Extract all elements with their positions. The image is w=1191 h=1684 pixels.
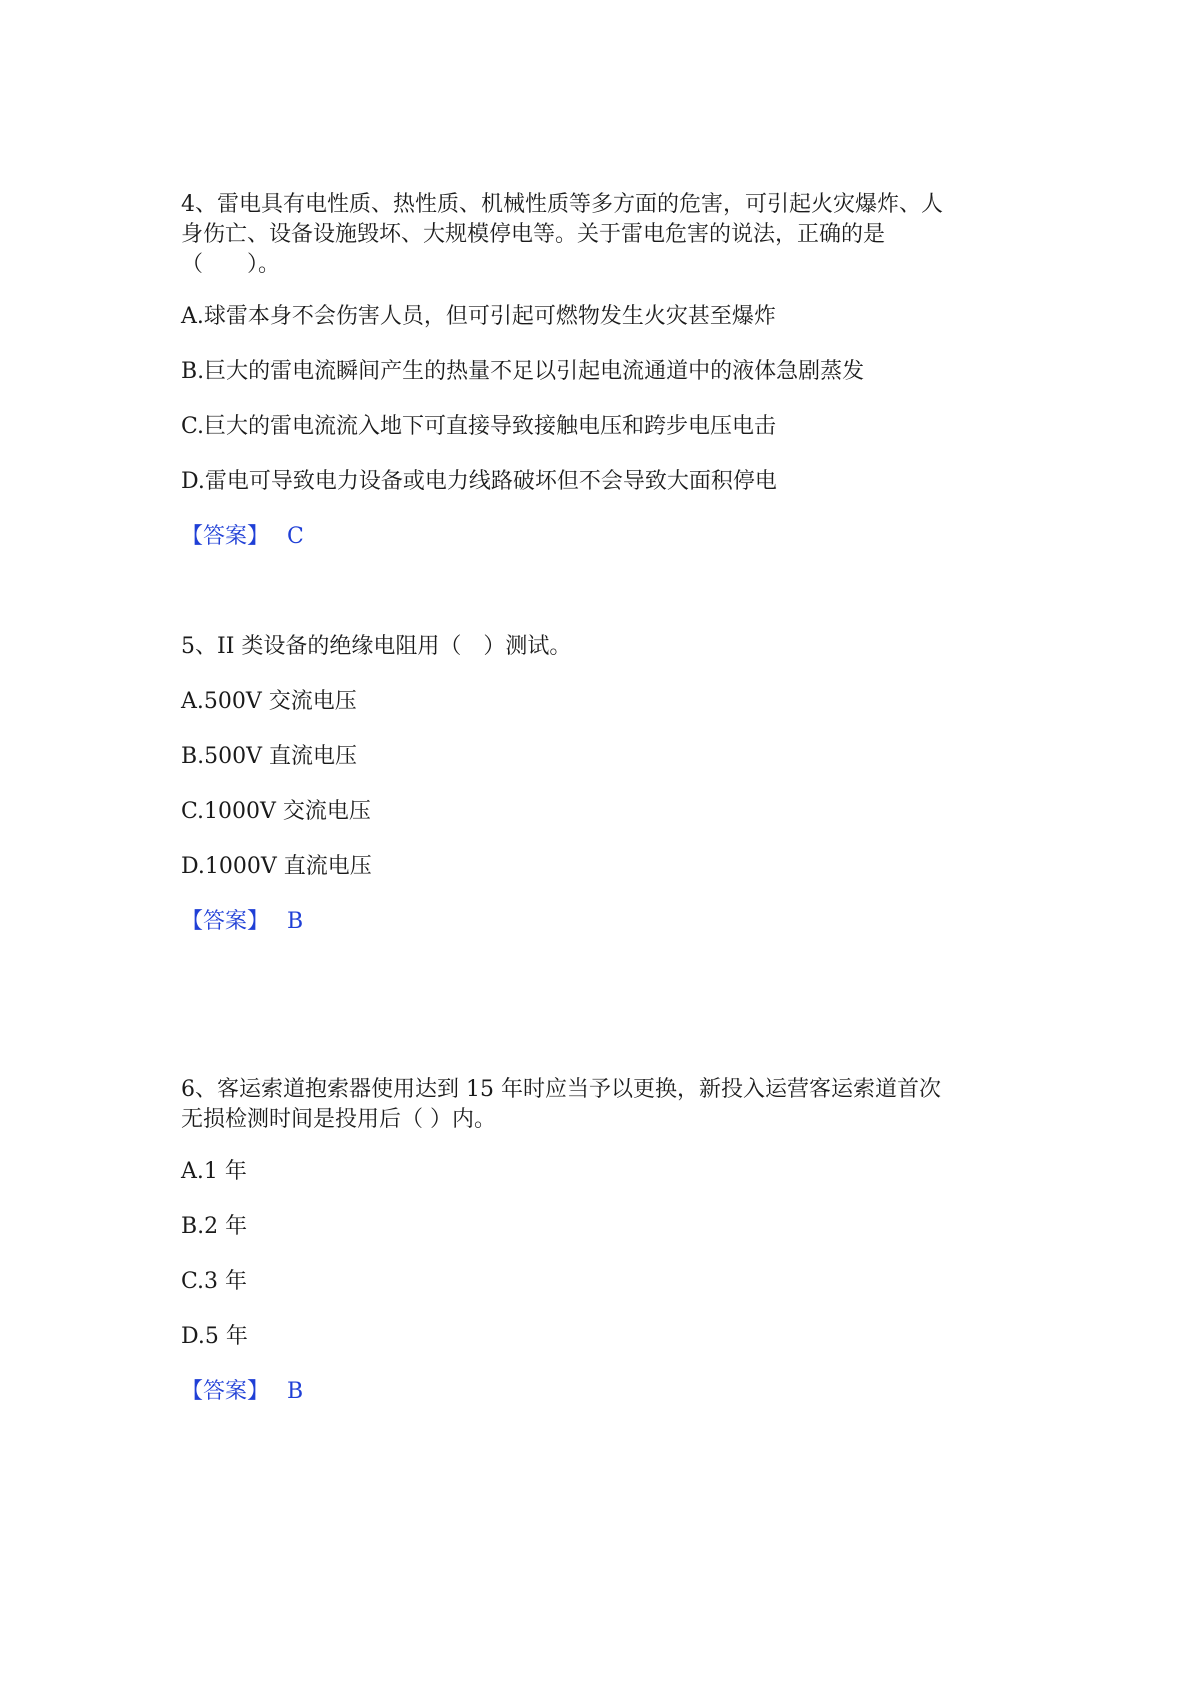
answer-label: 【答案】 [181, 1379, 270, 1404]
answer-value: C [287, 524, 304, 549]
question-5-option-c: C.1000V 交流电压 [181, 799, 371, 824]
question-4-option-a: A.球雷本身不会伤害人员，但可引起可燃物发生火灾甚至爆炸 [181, 304, 776, 329]
question-6-stem-line-1: 6、客运索道抱索器使用达到 15 年时应当予以更换，新投入运营客运索道首次 [181, 1077, 941, 1102]
answer-value: B [287, 909, 304, 934]
question-4-option-b: B.巨大的雷电流瞬间产生的热量不足以引起电流通道中的液体急剧蒸发 [181, 359, 865, 384]
question-6 [181, 1075, 1021, 1404]
question-5-answer [181, 907, 303, 937]
question-6-stem-line-2: 无损检测时间是投用后（ ）内。 [181, 1107, 496, 1132]
question-6-option-a: A.1 年 [181, 1159, 247, 1184]
question-5-stem [181, 632, 1021, 662]
question-4-option-c: C.巨大的雷电流流入地下可直接导致接触电压和跨步电压电击 [181, 414, 777, 439]
question-6-stem [181, 1075, 1021, 1135]
question-4-stem [181, 190, 1021, 280]
question-6-answer [181, 1377, 303, 1407]
question-5-option-b: B.500V 直流电压 [181, 744, 358, 769]
question-6-option-d: D.5 年 [181, 1324, 248, 1349]
question-6-option-c: C.3 年 [181, 1269, 248, 1294]
question-5-stem-line-1: 5、II 类设备的绝缘电阻用（ ）测试。 [181, 634, 572, 659]
answer-label: 【答案】 [181, 909, 270, 934]
question-5-option-a: A.500V 交流电压 [181, 689, 357, 714]
question-5-option-d: D.1000V 直流电压 [181, 854, 372, 879]
question-6-option-b: B.2 年 [181, 1214, 248, 1239]
answer-label: 【答案】 [181, 524, 270, 549]
question-4-option-d: D.雷电可导致电力设备或电力线路破坏但不会导致大面积停电 [181, 469, 777, 494]
question-4-stem-line-2: 身伤亡、设备设施毁坏、大规模停电等。关于雷电危害的说法，正确的是 [181, 222, 886, 247]
answer-value: B [287, 1379, 304, 1404]
question-4-stem-line-3: （ ）。 [181, 252, 281, 277]
question-4 [181, 190, 1021, 549]
question-4-answer [181, 522, 304, 552]
question-5 [181, 632, 1021, 934]
question-4-stem-line-1: 4、雷电具有电性质、热性质、机械性质等多方面的危害，可引起火灾爆炸、人 [181, 192, 943, 217]
